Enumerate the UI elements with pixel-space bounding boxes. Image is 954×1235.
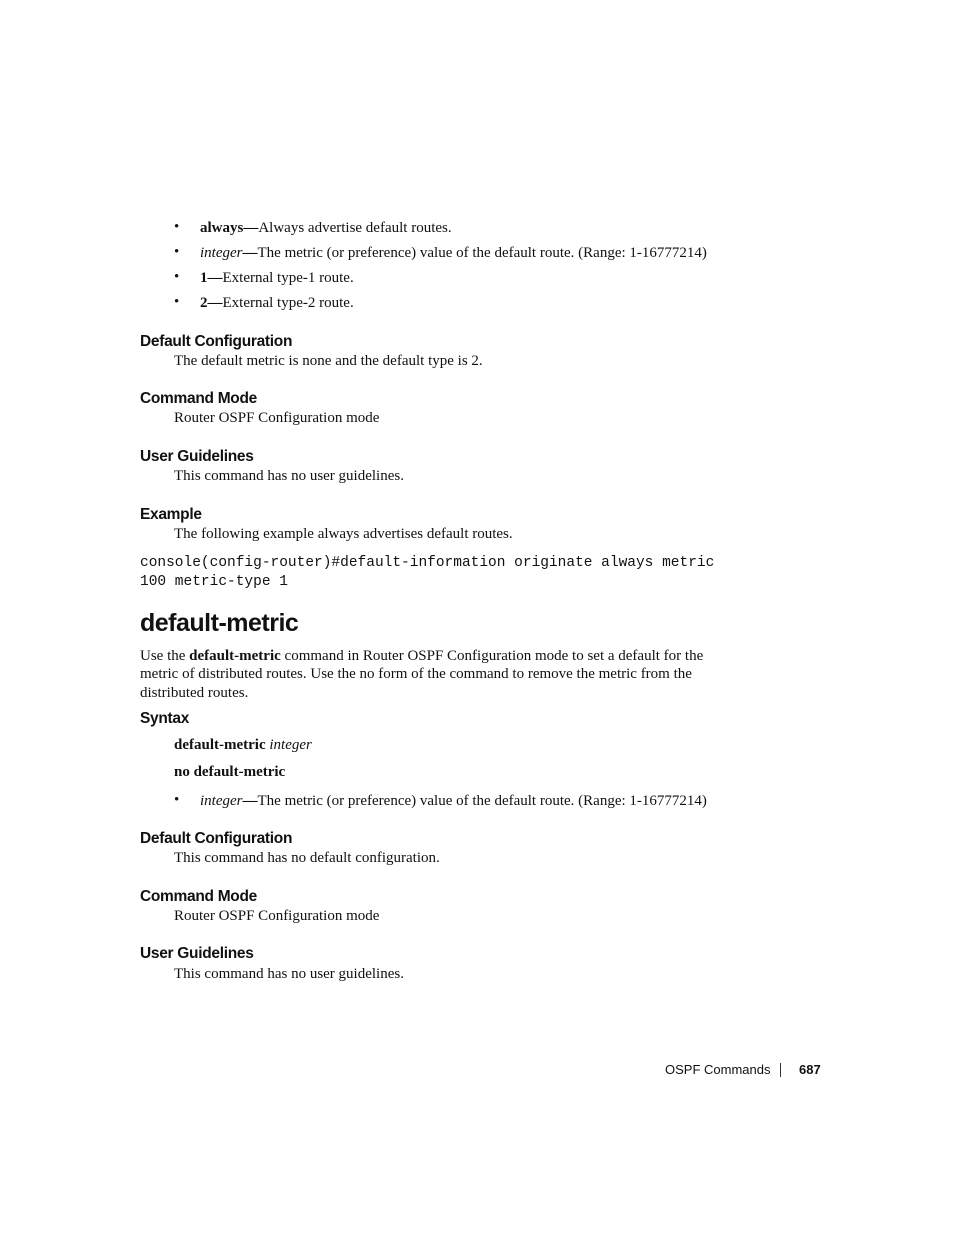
syntax-line: no default-metric	[174, 764, 286, 780]
bullet-marker: •	[174, 792, 180, 808]
user-guidelines-text: This command has no user guidelines.	[174, 468, 404, 484]
default-configuration-heading: Default Configuration	[140, 830, 293, 847]
footer-divider	[780, 1063, 781, 1077]
command-mode-heading: Command Mode	[140, 390, 257, 407]
page-number: 687	[799, 1062, 821, 1077]
syntax-line: default-metric integer	[174, 737, 312, 753]
command-mode-heading: Command Mode	[140, 888, 257, 905]
default-configuration-text: This command has no default configuration.	[174, 850, 440, 866]
page-title: default-metric	[140, 609, 299, 637]
footer-section-name: OSPF Commands	[665, 1062, 771, 1077]
user-guidelines-text: This command has no user guidelines.	[174, 966, 404, 982]
example-heading: Example	[140, 506, 202, 523]
example-text: The following example always advertises default routes.	[174, 526, 513, 542]
bullet-term: integer	[200, 793, 243, 809]
bullet-marker: •	[174, 294, 180, 310]
command-mode-text: Router OSPF Configuration mode	[174, 410, 380, 426]
bullet-text: Always advertise default routes.	[258, 220, 452, 236]
bullet-text: External type-2 route.	[222, 295, 354, 311]
default-configuration-text: The default metric is none and the default type is 2.	[174, 353, 483, 369]
bullet-marker: •	[174, 219, 180, 235]
bullet-text: The metric (or preference) value of the default route. (Range: 1-16777214)	[257, 245, 707, 261]
bullet-term: 2	[200, 295, 208, 311]
code-line: console(config-router)#default-information originate always metric	[140, 555, 715, 571]
command-mode-text: Router OSPF Configuration mode	[174, 908, 380, 924]
default-configuration-heading: Default Configuration	[140, 333, 293, 350]
bullet-marker: •	[174, 269, 180, 285]
syntax-heading: Syntax	[140, 710, 190, 727]
bullet-marker: •	[174, 244, 180, 260]
bullet-text: The metric (or preference) value of the default route. (Range: 1-16777214)	[257, 793, 707, 809]
bullet-text: External type-1 route.	[222, 270, 354, 286]
command-name: default-metric	[189, 648, 281, 664]
bullet-term: always	[200, 220, 244, 236]
bullet-term: 1	[200, 270, 208, 286]
bullet-term: integer	[200, 245, 243, 261]
user-guidelines-heading: User Guidelines	[140, 945, 254, 962]
user-guidelines-heading: User Guidelines	[140, 448, 254, 465]
code-line: 100 metric-type 1	[140, 574, 288, 590]
